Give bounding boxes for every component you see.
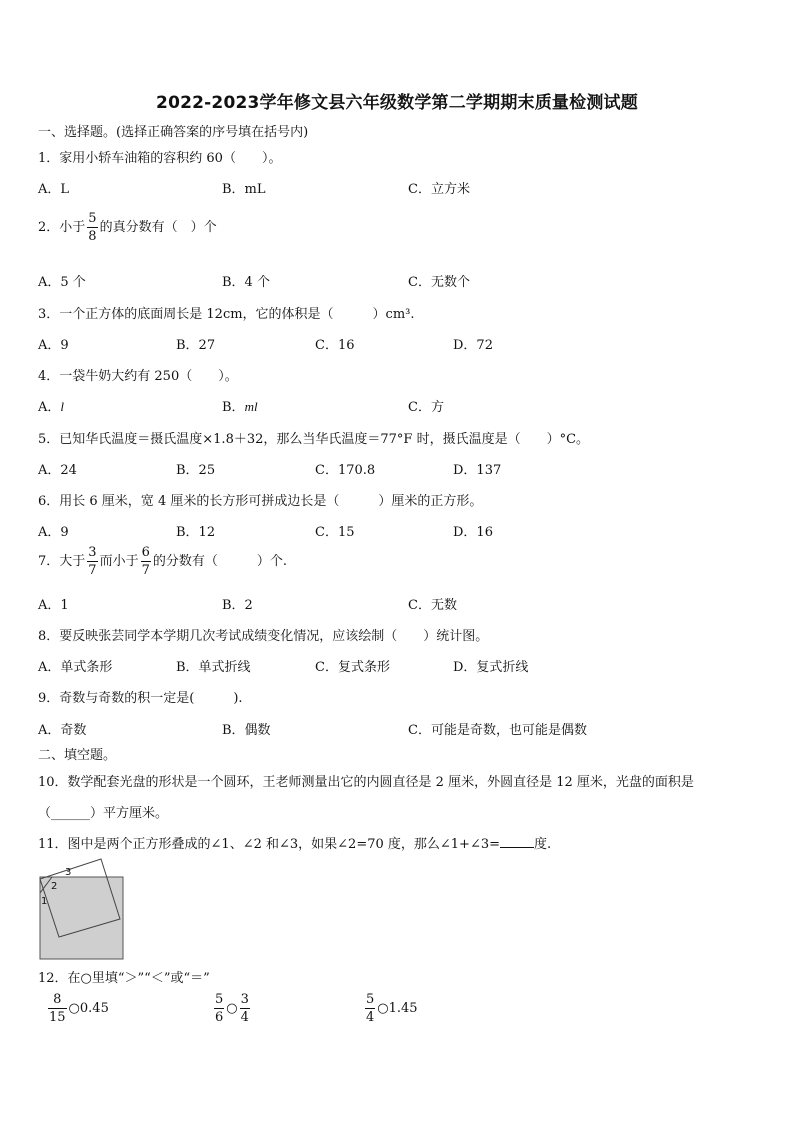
- question-7: 7．大于 $\frac{3}{7}$ 而小于 $\frac{6}{7}$ 的分数有（ ）个.: [38, 545, 287, 578]
- q7-option-c: C．无数: [408, 598, 457, 613]
- q5-option-d: D．137: [453, 463, 502, 478]
- q6-option-c: C．15: [315, 525, 355, 540]
- q3-option-c: C．16: [315, 338, 355, 353]
- q4-option-b: B．ml: [222, 399, 258, 415]
- q6-option-d: D．16: [453, 525, 493, 540]
- q5-option-c: C．170.8: [315, 463, 376, 478]
- q9-option-b: B．偶数: [222, 723, 271, 738]
- q8-option-b: B．单式折线: [176, 660, 251, 675]
- question-5: 5．已知华氏温度＝摄氏温度×1.8＋32，那么当华氏温度＝77°F 时，摄氏温度是（ ）°C。: [38, 432, 590, 447]
- q7-option-b: B．2: [222, 598, 253, 613]
- q8-option-a: A．单式条形: [38, 660, 113, 675]
- question-12: 12．在○里填“＞”“＜”或“＝”: [38, 971, 210, 986]
- question-1: 1．家用小轿车油箱的容积约 60（ ）。: [38, 151, 282, 166]
- question-11: 11．图中是两个正方形叠成的∠1、∠2 和∠3，如果∠2=70 度，那么∠1+∠3= 度.: [38, 837, 552, 852]
- q12-item-2: $\frac{5}{6}$ ○ $\frac{3}{4}$: [215, 992, 249, 1025]
- q3-option-a: A．9: [38, 338, 69, 353]
- overlapping-squares-figure: [38, 857, 130, 961]
- q1-option-b: B．mL: [222, 182, 266, 197]
- q8-option-c: C．复式条形: [315, 660, 390, 675]
- q3-option-b: B．27: [176, 338, 216, 353]
- q2-post: 的真分数有（ ）个: [99, 220, 217, 235]
- q1-option-c: C．立方米: [408, 182, 470, 197]
- q5-option-a: A．24: [38, 463, 77, 478]
- q6-option-a: A．9: [38, 525, 69, 540]
- q7-fraction-1: $\frac{3}{7}$: [88, 545, 97, 578]
- angle-label-2: 2: [51, 881, 58, 892]
- q9-option-c: C．可能是奇数，也可能是偶数: [408, 723, 587, 738]
- question-10-line-2: （______）平方厘米。: [38, 806, 169, 821]
- q2-fraction: $\frac{5}{8}$: [88, 211, 97, 244]
- q2-pre: 2．小于: [38, 220, 86, 235]
- page-title: 2022-2023学年修文县六年级数学第二学期期末质量检测试题: [156, 93, 638, 113]
- q7-fraction-2: $\frac{6}{7}$: [141, 545, 150, 578]
- question-8: 8．要反映张芸同学本学期几次考试成绩变化情况，应该绘制（ ）统计图。: [38, 629, 489, 644]
- q12-item-1: $\frac{8}{15}$ ○0.45: [49, 992, 109, 1025]
- q8-option-d: D．复式折线: [453, 660, 529, 675]
- q12-item-3: $\frac{5}{4}$ ○1.45: [366, 992, 418, 1025]
- q1-option-a: A．L: [38, 182, 70, 197]
- q2-option-c: C．无数个: [408, 275, 470, 290]
- section-choice-heading: 一、选择题。(选择正确答案的序号填在括号内): [38, 125, 309, 140]
- q9-option-a: A．奇数: [38, 723, 87, 738]
- question-9: 9．奇数与奇数的积一定是( ).: [38, 691, 243, 706]
- q4-option-a: A．l: [38, 399, 65, 415]
- q7-option-a: A．1: [38, 598, 69, 613]
- q2-option-b: B．4 个: [222, 275, 270, 290]
- q11-answer-blank: [500, 835, 534, 848]
- section-fill-heading: 二、填空题。: [38, 748, 117, 763]
- angle-label-3: 3: [65, 867, 72, 878]
- question-6: 6．用长 6 厘米，宽 4 厘米的长方形可拼成边长是（ ）厘米的正方形。: [38, 494, 483, 509]
- question-10-line-1: 10．数学配套光盘的形状是一个圆环，王老师测量出它的内圆直径是 2 厘米，外圆直径是 12 厘米，光盘的面积是: [38, 775, 694, 790]
- question-4: 4．一袋牛奶大约有 250（ ）。: [38, 369, 238, 384]
- question-2: [38, 212, 217, 243]
- q6-option-b: B．12: [176, 525, 216, 540]
- q5-option-b: B．25: [176, 463, 216, 478]
- question-3: 3．一个正方体的底面周长是 12cm，它的体积是（ ）cm³.: [38, 307, 415, 322]
- q3-option-d: D．72: [453, 338, 493, 353]
- q4-option-c: C．方: [408, 400, 444, 415]
- overlapping-squares-svg: [38, 857, 130, 961]
- q2-option-a: A．5 个: [38, 275, 86, 290]
- angle-label-1: 1: [41, 896, 48, 907]
